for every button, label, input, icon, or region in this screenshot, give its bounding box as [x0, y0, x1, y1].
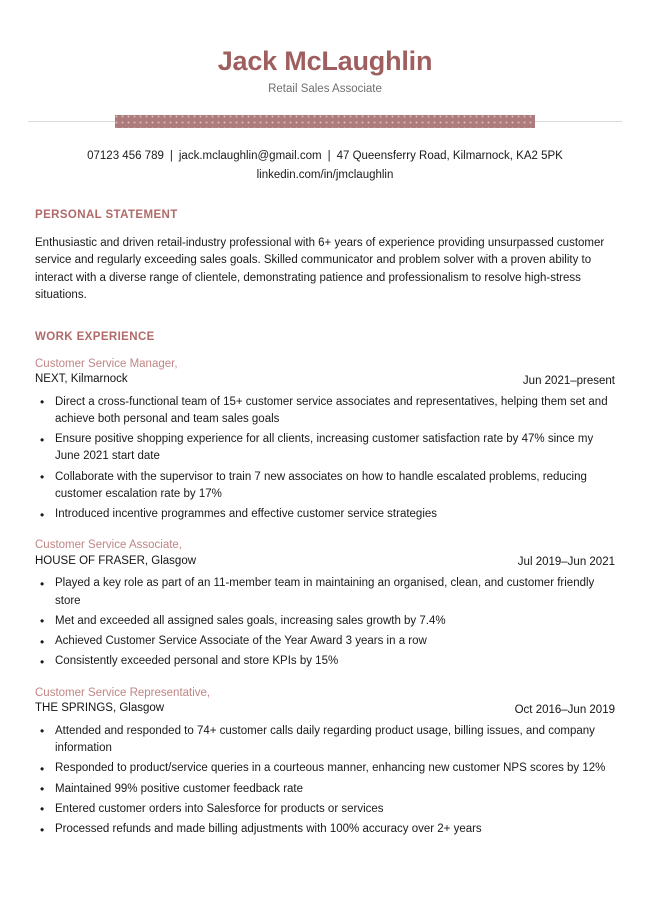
- divider-accent-bar: [115, 115, 535, 128]
- work-experience-section: [35, 331, 615, 839]
- job-title: Customer Service Representative,: [35, 686, 211, 699]
- job-bullet: • Achieved Customer Service Associate of the Year Award 3 years in a row: [35, 633, 615, 650]
- job-bullet: • Played a key role as part of an 11-member team in maintaining an organised, clean, and customer friendly store: [35, 575, 615, 610]
- job-dates: Oct 2016–Jun 2019: [514, 703, 615, 716]
- job-dates: Jul 2019–Jun 2021: [517, 556, 615, 569]
- job-entry: [35, 686, 615, 839]
- job-header-left: [35, 538, 504, 569]
- personal-statement-heading: PERSONAL STATEMENT: [35, 208, 178, 221]
- job-bullet: • Collaborate with the supervisor to train 7 new associates on how to handle escalated problems, reducing customer escalation rate by 17%: [35, 469, 615, 504]
- contact-line-primary: [35, 147, 615, 166]
- job-header: [35, 538, 615, 569]
- job-entry: [35, 538, 615, 670]
- contact-separator-1: |: [169, 149, 173, 162]
- job-bullet: • Consistently exceeded personal and store KPIs by 15%: [35, 653, 615, 670]
- job-company: THE SPRINGS, Glasgow: [35, 702, 165, 715]
- job-header-left: [35, 357, 509, 388]
- job-bullet: • Direct a cross-functional team of 15+ customer service associates and representatives, helping them set and achieve both personal and team sales goals: [35, 394, 615, 429]
- contact-phone: 07123 456 789: [87, 149, 164, 162]
- job-bullet-list: [35, 575, 615, 670]
- header-divider: [35, 109, 615, 135]
- job-header-left: [35, 686, 501, 717]
- job-bullet: • Ensure positive shopping experience for all clients, increasing customer satisfaction rate by 47% since my June 2021 start date: [35, 431, 615, 466]
- job-list: [35, 357, 615, 839]
- personal-statement-section: [35, 209, 615, 305]
- job-company: HOUSE OF FRASER, Glasgow: [35, 554, 197, 567]
- job-bullet: • Met and exceeded all assigned sales goals, increasing sales growth by 7.4%: [35, 613, 615, 630]
- resume-header: [35, 0, 615, 97]
- job-bullet-list: [35, 723, 615, 839]
- personal-statement-body: Enthusiastic and driven retail-industry professional with 6+ years of experience providing unsurpassed customer service and regularly exceeding sales goals. Skilled communicator and problem solver with a proven ability to interact with a diverse range of clientele, demonstrating patience and professionalism to resolve high-stress situations.: [35, 236, 605, 302]
- job-header: [35, 686, 615, 717]
- job-bullet: • Responded to product/service queries in a courteous manner, enhancing new customer NPS scores by 12%: [35, 760, 615, 777]
- job-bullet: • Attended and responded to 74+ customer calls daily regarding product usage, billing issues, and company information: [35, 723, 615, 758]
- job-bullet-list: [35, 394, 615, 524]
- job-bullet: • Entered customer orders into Salesforce for products or services: [35, 801, 615, 818]
- job-company: NEXT, Kilmarnock: [35, 373, 128, 386]
- contact-line-secondary: [35, 166, 615, 185]
- page-title: Jack McLaughlin: [217, 46, 433, 76]
- contact-email[interactable]: jack.mclaughlin@gmail.com: [178, 149, 322, 162]
- header-subtitle: Retail Sales Associate: [268, 83, 382, 96]
- contact-linkedin[interactable]: linkedin.com/in/jmclaughlin: [256, 168, 394, 181]
- contact-separator-2: |: [327, 149, 331, 162]
- job-title: Customer Service Manager,: [35, 357, 178, 370]
- job-entry: [35, 357, 615, 524]
- job-header: [35, 357, 615, 388]
- job-bullet: • Introduced incentive programmes and effective customer service strategies: [35, 506, 615, 523]
- job-bullet: • Processed refunds and made billing adjustments with 100% accuracy over 2+ years: [35, 821, 615, 838]
- contact-address: 47 Queensferry Road, Kilmarnock, KA2 5PK: [336, 149, 563, 162]
- job-title: Customer Service Associate,: [35, 539, 183, 552]
- job-dates: Jun 2021–present: [522, 374, 615, 387]
- job-bullet: • Maintained 99% positive customer feedback rate: [35, 781, 615, 798]
- work-experience-heading: WORK EXPERIENCE: [35, 330, 155, 343]
- contact-info: [35, 147, 615, 185]
